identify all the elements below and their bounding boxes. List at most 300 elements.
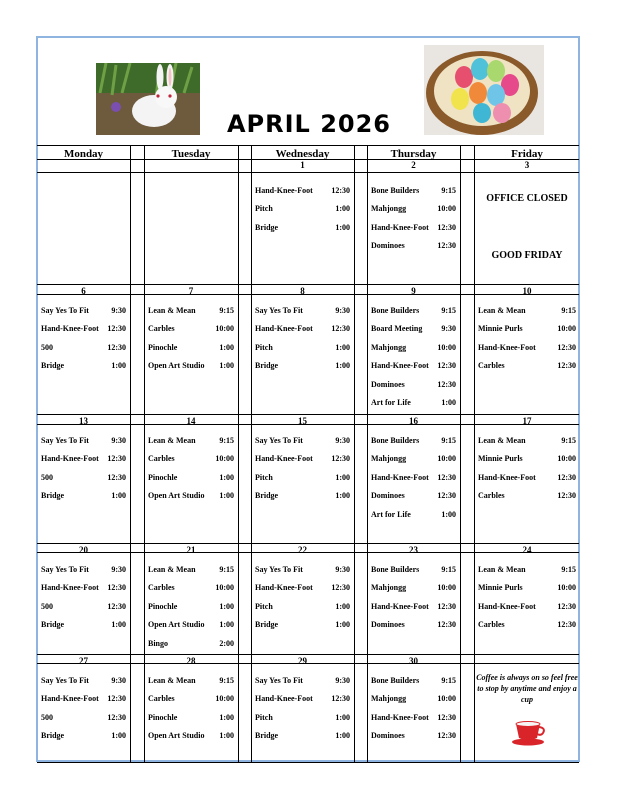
activity-time: 12:30	[107, 712, 126, 722]
activity-name: Say Yes To Fit	[41, 676, 89, 685]
activity-time: 12:30	[437, 620, 456, 630]
grid-line	[37, 543, 579, 544]
activity-entry	[255, 436, 350, 445]
coffee-cup-icon	[510, 720, 546, 746]
activity-entry	[478, 343, 576, 352]
activity-entry	[255, 676, 350, 685]
activity-time: 1:00	[335, 204, 350, 214]
activity-entry	[255, 602, 350, 611]
date-number: 7	[188, 286, 194, 296]
activity-name: Carbles	[478, 491, 505, 501]
activity-time: 1:00	[219, 491, 234, 501]
activity-name: Open Art Studio	[148, 731, 205, 741]
activity-entry	[255, 731, 350, 740]
activity-time: 12:30	[107, 472, 126, 482]
activity-name: Mahjongg	[371, 694, 407, 704]
activity-time: 12:30	[107, 694, 126, 704]
activity-entry	[478, 602, 576, 611]
activity-entry	[255, 343, 350, 352]
activity-time: 2:00	[219, 638, 234, 648]
activity-time: 1:00	[111, 620, 126, 630]
activity-name: Hand-Knee-Foot	[478, 601, 536, 611]
activity-name: Hand-Knee-Foot	[371, 712, 429, 722]
activity-name: Pitch	[255, 472, 273, 482]
activity-time: 12:30	[437, 712, 456, 722]
activity-name: Carbles	[478, 620, 505, 630]
activity-name: Hand-Knee-Foot	[255, 694, 313, 704]
office-closed-note: OFFICE CLOSED	[486, 193, 568, 204]
activity-time: 12:30	[437, 472, 456, 482]
activity-name: Dominoes	[371, 241, 405, 251]
date-number: 21	[186, 545, 196, 555]
activity-time: 1:00	[111, 731, 126, 741]
activity-entry	[41, 361, 126, 370]
activity-entry	[148, 454, 234, 463]
activity-time: 1:00	[441, 509, 456, 519]
activity-entry	[148, 620, 234, 629]
date-number: 9	[411, 286, 416, 296]
activity-entry	[148, 473, 234, 482]
activity-time: 9:15	[219, 306, 234, 315]
activity-entry	[255, 223, 350, 232]
activity-time: 9:15	[561, 565, 576, 574]
activity-entry	[148, 491, 234, 500]
activity-entry	[41, 731, 126, 740]
activity-entry	[255, 620, 350, 629]
activity-entry	[255, 324, 350, 333]
date-number: 24	[522, 545, 532, 555]
grid-line	[367, 145, 368, 762]
activity-time: 1:00	[335, 361, 350, 371]
date-number: 16	[409, 416, 418, 426]
activity-name: Bridge	[255, 620, 279, 630]
activity-entry	[371, 602, 456, 611]
activity-entry	[478, 620, 576, 629]
activity-name: Hand-Knee-Foot	[41, 694, 99, 704]
activity-name: Say Yes To Fit	[41, 306, 89, 315]
activity-entry	[371, 306, 456, 315]
activity-entry	[478, 473, 576, 482]
grid-line	[37, 172, 579, 173]
activity-name: Pitch	[255, 342, 273, 352]
activity-name: Pinochle	[148, 601, 178, 611]
activity-name: Hand-Knee-Foot	[41, 583, 99, 593]
activity-time: 12:30	[437, 361, 456, 371]
activity-entry	[255, 694, 350, 703]
activity-entry	[371, 204, 456, 213]
activity-entry	[371, 241, 456, 250]
activity-time: 10:00	[557, 454, 576, 464]
activity-time: 12:30	[331, 694, 350, 704]
activity-time: 10:00	[215, 694, 234, 704]
activity-entry	[148, 361, 234, 370]
activity-name: Hand-Knee-Foot	[255, 324, 313, 334]
activity-name: Say Yes To Fit	[255, 565, 303, 574]
activity-entry	[148, 306, 234, 315]
activity-time: 9:15	[561, 436, 576, 445]
grid-line	[460, 145, 461, 762]
activity-name: Bone Builders	[371, 436, 420, 445]
activity-entry	[371, 491, 456, 500]
activity-name: Carbles	[148, 454, 175, 464]
activity-entry	[371, 510, 456, 519]
activity-name: Hand-Knee-Foot	[478, 472, 536, 482]
activity-entry	[41, 491, 126, 500]
activity-entry	[148, 436, 234, 445]
activity-time: 12:30	[331, 324, 350, 334]
activity-time: 12:30	[107, 454, 126, 464]
activity-name: Say Yes To Fit	[41, 565, 89, 574]
day-header: Thursday	[390, 148, 437, 160]
day-header: Tuesday	[171, 148, 211, 160]
date-number: 10	[522, 286, 532, 296]
activity-name: Art for Life	[371, 509, 411, 519]
activity-time: 12:30	[107, 342, 126, 352]
activity-name: Bridge	[41, 491, 65, 501]
activity-entry	[41, 602, 126, 611]
activity-entry	[41, 620, 126, 629]
activity-entry	[371, 436, 456, 445]
activity-entry	[148, 676, 234, 685]
activity-time: 12:30	[557, 601, 576, 611]
activity-entry	[41, 343, 126, 352]
activity-entry	[478, 306, 576, 315]
activity-entry	[478, 583, 576, 592]
activity-time: 12:30	[437, 601, 456, 611]
activity-name: Say Yes To Fit	[255, 676, 303, 685]
activity-time: 10:00	[557, 324, 576, 334]
activity-time: 9:30	[335, 676, 350, 685]
activity-time: 1:00	[441, 398, 456, 407]
grid-line	[238, 145, 239, 762]
date-number: 2	[411, 160, 416, 170]
activity-entry	[148, 565, 234, 574]
activity-time: 9:15	[441, 676, 456, 685]
activity-entry	[371, 223, 456, 232]
activity-time: 10:00	[215, 583, 234, 593]
activity-name: Bridge	[41, 361, 65, 371]
activity-name: Open Art Studio	[148, 361, 205, 371]
activity-time: 9:30	[111, 565, 126, 574]
activity-name: 500	[41, 601, 53, 611]
activity-entry	[371, 454, 456, 463]
activity-name: Open Art Studio	[148, 491, 205, 501]
activity-time: 9:15	[441, 436, 456, 445]
activity-time: 9:30	[111, 436, 126, 445]
grid-line	[37, 145, 579, 146]
activity-name: 500	[41, 342, 53, 352]
activity-time: 12:30	[331, 454, 350, 464]
date-number: 3	[524, 160, 530, 170]
grid-line	[37, 654, 579, 655]
activity-entry	[371, 676, 456, 685]
activity-entry	[41, 306, 126, 315]
activity-entry	[255, 491, 350, 500]
activity-name: Lean & Mean	[148, 436, 196, 445]
activity-entry	[41, 694, 126, 703]
activity-time: 12:30	[557, 472, 576, 482]
activity-entry	[478, 454, 576, 463]
activity-name: Hand-Knee-Foot	[371, 601, 429, 611]
activity-entry	[478, 491, 576, 500]
date-number: 28	[186, 656, 196, 666]
activity-name: Lean & Mean	[148, 306, 196, 315]
activity-entry	[371, 361, 456, 370]
activity-time: 1:00	[219, 472, 234, 482]
activity-name: Mahjongg	[371, 454, 407, 464]
activity-entry	[371, 620, 456, 629]
activity-entry	[478, 324, 576, 333]
date-number: 20	[79, 545, 88, 555]
date-number: 1	[300, 160, 305, 170]
activity-name: Carbles	[148, 694, 175, 704]
activity-name: Board Meeting	[371, 324, 423, 334]
activity-time: 1:00	[335, 712, 350, 722]
activity-name: Carbles	[148, 324, 175, 334]
activity-name: Carbles	[148, 583, 175, 593]
activity-name: Lean & Mean	[478, 436, 526, 445]
activity-time: 1:00	[335, 222, 350, 232]
activity-time: 10:00	[437, 342, 456, 352]
activity-time: 1:00	[335, 491, 350, 501]
activity-time: 12:30	[437, 731, 456, 741]
activity-name: Bridge	[41, 731, 65, 741]
activity-name: Lean & Mean	[148, 565, 196, 574]
activity-name: Mahjongg	[371, 204, 407, 214]
activity-time: 12:30	[557, 342, 576, 352]
activity-time: 9:15	[441, 186, 456, 195]
activity-time: 9:15	[441, 306, 456, 315]
date-number: 29	[298, 656, 307, 666]
activity-entry	[255, 306, 350, 315]
activity-time: 12:30	[107, 601, 126, 611]
activity-name: Pitch	[255, 712, 273, 722]
activity-name: Lean & Mean	[478, 565, 526, 574]
date-number: 27	[79, 656, 88, 666]
activity-time: 12:30	[107, 583, 126, 593]
activity-entry	[41, 324, 126, 333]
activity-entry	[148, 639, 234, 648]
activity-entry	[371, 398, 456, 407]
activity-time: 12:30	[557, 361, 576, 371]
activity-entry	[371, 565, 456, 574]
activity-name: Hand-Knee-Foot	[371, 222, 429, 232]
activity-time: 9:15	[219, 565, 234, 574]
activity-time: 1:00	[219, 361, 234, 371]
activity-name: Bridge	[255, 361, 279, 371]
activity-name: Open Art Studio	[148, 620, 205, 630]
activity-name: Minnie Purls	[478, 583, 523, 593]
activity-name: Bone Builders	[371, 676, 420, 685]
date-number: 15	[298, 416, 307, 426]
activity-name: Bingo	[148, 638, 169, 648]
activity-time: 1:00	[335, 620, 350, 630]
date-number: 17	[522, 416, 532, 426]
activity-name: Hand-Knee-Foot	[478, 342, 536, 352]
activity-name: Dominoes	[371, 491, 405, 501]
activity-name: Pinochle	[148, 712, 178, 722]
activity-time: 10:00	[215, 454, 234, 464]
activity-entry	[41, 473, 126, 482]
activity-time: 12:30	[437, 222, 456, 232]
activity-time: 10:00	[557, 583, 576, 593]
day-header: Wednesday	[275, 148, 330, 160]
activity-name: Bridge	[255, 491, 279, 501]
activity-time: 12:30	[557, 491, 576, 501]
activity-time: 1:00	[219, 620, 234, 630]
grid-line	[144, 145, 145, 762]
activity-time: 9:30	[441, 324, 456, 334]
activity-name: Pitch	[255, 601, 273, 611]
activity-entry	[148, 694, 234, 703]
activity-entry	[41, 713, 126, 722]
activity-name: Bridge	[255, 222, 279, 232]
activity-name: Lean & Mean	[478, 306, 526, 315]
activity-entry	[255, 361, 350, 370]
activity-name: Dominoes	[371, 731, 405, 741]
activity-entry	[478, 361, 576, 370]
activity-time: 1:00	[335, 472, 350, 482]
activity-time: 1:00	[219, 731, 234, 741]
grid-line	[37, 284, 579, 285]
activity-entry	[371, 583, 456, 592]
grid-line	[37, 762, 579, 763]
activity-name: Bone Builders	[371, 306, 420, 315]
activity-time: 1:00	[219, 712, 234, 722]
activity-time: 12:30	[437, 379, 456, 389]
activity-name: Hand-Knee-Foot	[371, 472, 429, 482]
date-number: 23	[409, 545, 418, 555]
date-number: 30	[409, 656, 418, 666]
activity-time: 1:00	[335, 342, 350, 352]
day-header: Friday	[511, 148, 543, 160]
activity-time: 9:30	[335, 436, 350, 445]
activity-entry	[148, 583, 234, 592]
activity-name: Carbles	[478, 361, 505, 371]
activity-name: Pinochle	[148, 472, 178, 482]
activity-entry	[371, 380, 456, 389]
activity-time: 12:30	[331, 186, 350, 195]
activity-time: 9:15	[561, 306, 576, 315]
activity-entry	[255, 713, 350, 722]
activity-name: Lean & Mean	[148, 676, 196, 685]
grid-line	[354, 145, 355, 762]
activity-name: Bone Builders	[371, 565, 420, 574]
activity-time: 9:15	[441, 565, 456, 574]
activity-name: Minnie Purls	[478, 454, 523, 464]
date-number: 22	[298, 545, 307, 555]
activity-name: Hand-Knee-Foot	[41, 454, 99, 464]
activity-time: 10:00	[215, 324, 234, 334]
activity-name: Say Yes To Fit	[255, 306, 303, 315]
day-header: Monday	[63, 148, 104, 160]
activity-entry	[148, 602, 234, 611]
activity-time: 10:00	[437, 583, 456, 593]
activity-name: Hand-Knee-Foot	[255, 583, 313, 593]
activity-entry	[255, 186, 350, 195]
activity-entry	[255, 473, 350, 482]
date-number: 13	[79, 416, 88, 426]
activity-time: 1:00	[219, 601, 234, 611]
activity-name: Say Yes To Fit	[255, 436, 303, 445]
page-title: APRIL 2026	[226, 110, 392, 138]
activity-name: Pitch	[255, 204, 273, 214]
activity-name: Pinochle	[148, 342, 178, 352]
activity-time: 9:30	[335, 565, 350, 574]
activity-time: 9:15	[219, 676, 234, 685]
activity-time: 10:00	[437, 454, 456, 464]
activity-name: Hand-Knee-Foot	[255, 186, 313, 195]
activity-entry	[255, 565, 350, 574]
good-friday-note: GOOD FRIDAY	[491, 250, 563, 261]
activity-name: Mahjongg	[371, 583, 407, 593]
grid-line	[37, 414, 579, 415]
activity-time: 12:30	[107, 324, 126, 334]
activity-entry	[371, 186, 456, 195]
activity-name: Hand-Knee-Foot	[371, 361, 429, 371]
activity-name: Say Yes To Fit	[41, 436, 89, 445]
activity-time: 10:00	[437, 204, 456, 214]
activity-time: 12:30	[331, 583, 350, 593]
activity-entry	[41, 676, 126, 685]
grid-line	[251, 145, 252, 762]
activity-time: 12:30	[557, 620, 576, 630]
activity-time: 9:30	[111, 306, 126, 315]
activity-time: 1:00	[219, 342, 234, 352]
activity-entry	[255, 583, 350, 592]
activity-entry	[41, 454, 126, 463]
activity-entry	[148, 731, 234, 740]
activity-entry	[148, 343, 234, 352]
activity-name: Bridge	[41, 620, 65, 630]
activity-entry	[478, 565, 576, 574]
activity-entry	[255, 204, 350, 213]
grid-line	[474, 145, 475, 762]
activity-time: 9:30	[335, 306, 350, 315]
activity-time: 10:00	[437, 694, 456, 704]
activity-entry	[371, 473, 456, 482]
grid-line	[130, 145, 131, 762]
activity-name: Dominoes	[371, 379, 405, 389]
activity-time: 12:30	[437, 491, 456, 501]
activity-entry	[478, 436, 576, 445]
date-number: 8	[300, 286, 305, 296]
date-number: 6	[81, 286, 86, 296]
activity-entry	[371, 713, 456, 722]
activity-name: Art for Life	[371, 398, 411, 407]
activity-entry	[148, 324, 234, 333]
activity-name: 500	[41, 712, 53, 722]
activity-entry	[148, 713, 234, 722]
activity-name: Bridge	[255, 731, 279, 741]
activity-entry	[371, 731, 456, 740]
activity-time: 1:00	[335, 601, 350, 611]
date-number: 14	[186, 416, 196, 426]
activity-time: 1:00	[111, 491, 126, 501]
activity-time: 9:30	[111, 676, 126, 685]
activity-name: Bone Builders	[371, 186, 420, 195]
activity-name: Minnie Purls	[478, 324, 523, 334]
activity-entry	[41, 583, 126, 592]
activity-entry	[371, 343, 456, 352]
activity-time: 1:00	[111, 361, 126, 371]
activity-name: Hand-Knee-Foot	[41, 324, 99, 334]
activity-entry	[255, 454, 350, 463]
coffee-note: Coffee is always on so feel free to stop by anytime and enjoy a cup	[476, 673, 578, 704]
activity-name: 500	[41, 472, 53, 482]
activity-time: 12:30	[437, 241, 456, 251]
activity-entry	[41, 565, 126, 574]
